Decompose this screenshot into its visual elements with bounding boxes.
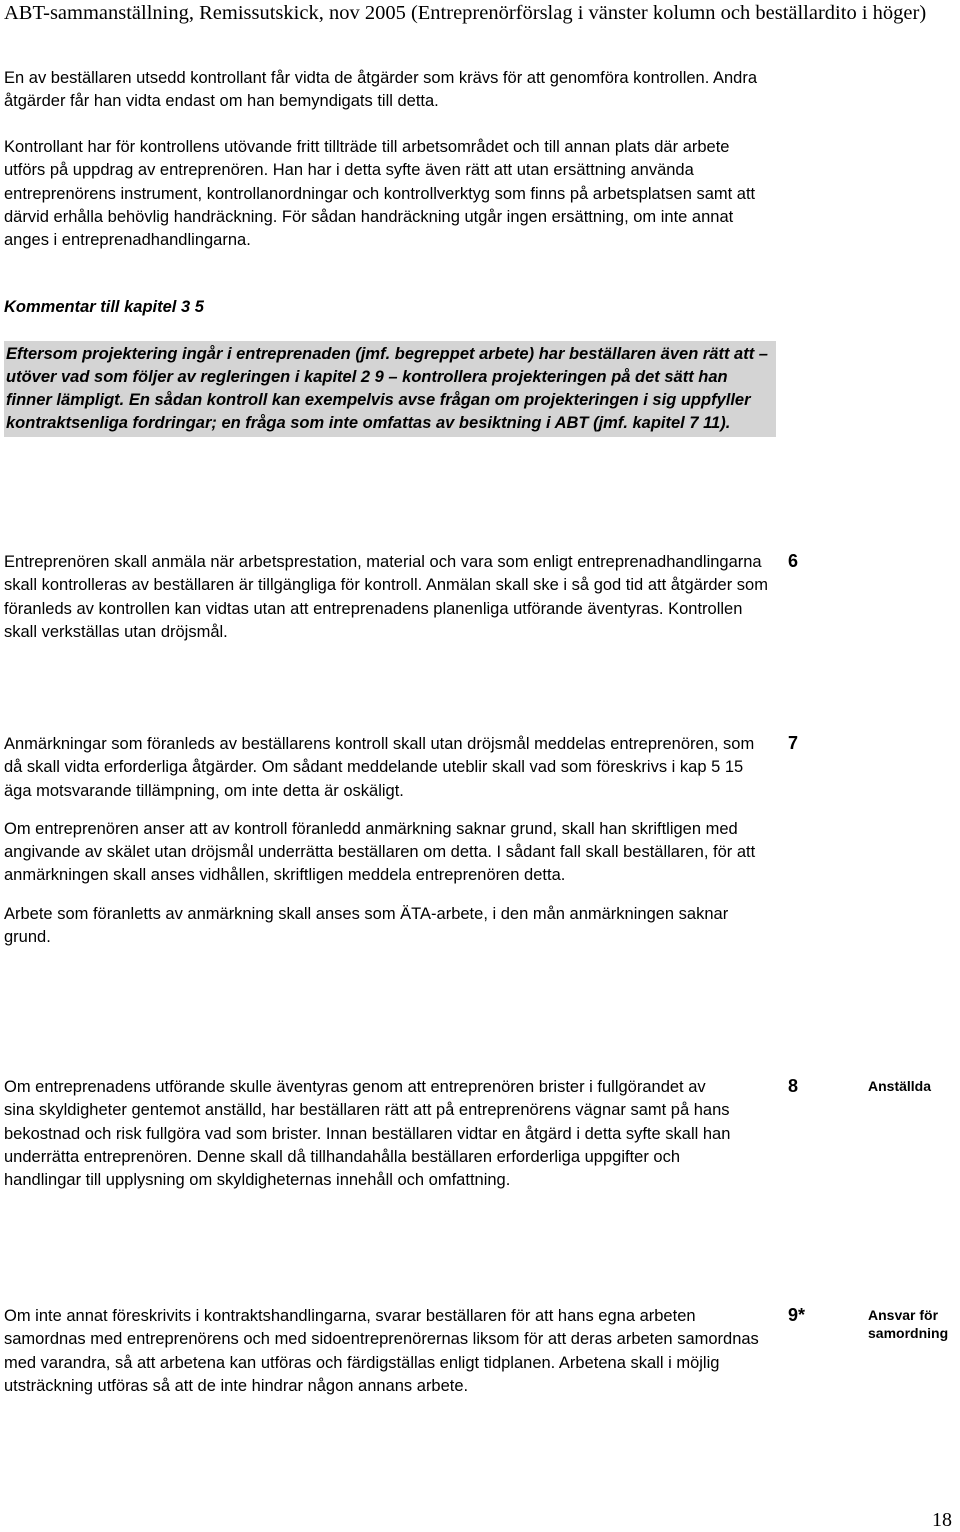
section-7-paragraph-3: Arbete som föranletts av anmärkning skall anses som ÄTA-arbete, i den mån anmärkningen saknar grund. — [4, 904, 729, 947]
kommentar-box — [4, 341, 776, 437]
section-8-text — [4, 1076, 734, 1192]
section-6-text — [4, 551, 774, 644]
section-7-text — [4, 733, 774, 949]
page-number: 18 — [932, 1509, 952, 1531]
kommentar-heading: Kommentar till kapitel 3 5 — [4, 298, 204, 316]
section-6-number: 6 — [788, 551, 799, 571]
kontrollant-paragraph: Kontrollant har för kontrollens utövande fritt tillträde till arbetsområdet och till annan plats där arbete utförs på uppdrag av entreprenören. Han har i detta syfte även rätt att utan ersättning använda entreprenörens instrument, kontrollanordningar och kontrollverktyg som finns på arbetsplatsen samt att därvid erhålla behövlig handräckning. För sådan handräckning utgår ingen ersättning, om inte annat anges i entreprenadhandlingarna. — [4, 138, 756, 250]
section-7-paragraph-1: Anmärkningar som föranleds av beställarens kontroll skall utan dröjsmål meddelas entreprenören, som då skall vidta erforderliga åtgärder. Om sådant meddelande uteblir skall vad som föreskrivs i kap 5 15 äga motsvarande tillämpning, om inte detta är oskäligt. — [4, 735, 755, 800]
section-9-number: 9* — [788, 1305, 806, 1325]
section-7-number: 7 — [788, 733, 799, 753]
section-9-margin-label: Ansvar för samordning — [868, 1307, 949, 1341]
kommentar-body: Eftersom projektering ingår i entreprenaden (jmf. begreppet arbete) har beställaren även rätt att – utöver vad som följer av regleringen i kapitel 2 9 – kontrollera projekteringen på det sätt han finner lämpligt. En sådan kontroll kan exempelvis avse frågan om projekteringen i sig uppfyller kontraktsenliga fordringar; en fråga som inte omfattas av besiktning i ABT (jmf. kapitel 7 11). — [6, 345, 768, 432]
section-8-number: 8 — [788, 1076, 799, 1096]
section-9-text — [4, 1305, 774, 1398]
section-9-paragraph-1: Om inte annat föreskrivits i kontraktshandlingarna, svarar beställaren för att hans egna arbeten samordnas med entreprenörens och med sidoentreprenörernas liksom för att deras arbeten samordnas med varandra, så att arbetena kan utföras och färdigställas enligt tidplanen. Arbetena skall i möjlig utsträckning utföras så att de inte hindrar någon annans arbete. — [4, 1307, 759, 1395]
document-header: ABT-sammanställning, Remissutskick, nov 2005 (Entreprenörförslag i vänster kolumn och beställardito i höger) — [4, 2, 927, 24]
intro-paragraph: En av beställaren utsedd kontrollant får vidta de åtgärder som krävs för att genomföra kontrollen. Andra åtgärder får han vidta endast om han bemyndigats till detta. — [4, 69, 757, 111]
section-8-paragraph-1: Om entreprenadens utförande skulle äventyras genom att entreprenören brister i fullgörandet av sina skyldigheter gentemot anställd, har beställaren rätt att på entreprenörens vägnar samt på hans bekostnad och risk fullgöra vad som brister. Innan beställaren vidtar en åtgärd i detta syfte skall han underrätta entreprenören. Denne skall då tillhandahålla beställaren erforderliga uppgifter och handlingar till upplysning om skyldigheternas innehåll och omfattning. — [4, 1078, 731, 1190]
section-7-paragraph-2: Om entreprenören anser att av kontroll föranledd anmärkning saknar grund, skall han skriftligen med angivande av skälet utan dröjsmål underrätta beställaren om detta. I sådant fall skall beställaren, för att anmärkningen skall anses vidhållen, skriftligen meddela entreprenören detta. — [4, 819, 756, 885]
section-6-paragraph-1: Entreprenören skall anmäla när arbetsprestation, material och vara som enligt entreprenadhandlingarna skall kontrolleras av beställaren är tillgängliga för kontroll. Anmälan skall ske i så god tid att åtgärder som föranleds av kontrollen kan vidtas utan att entreprenadens planenliga utförande äventyras. Kontrollen skall verkställas utan dröjsmål. — [4, 553, 768, 641]
section-8-margin-label: Anställda — [868, 1078, 932, 1094]
